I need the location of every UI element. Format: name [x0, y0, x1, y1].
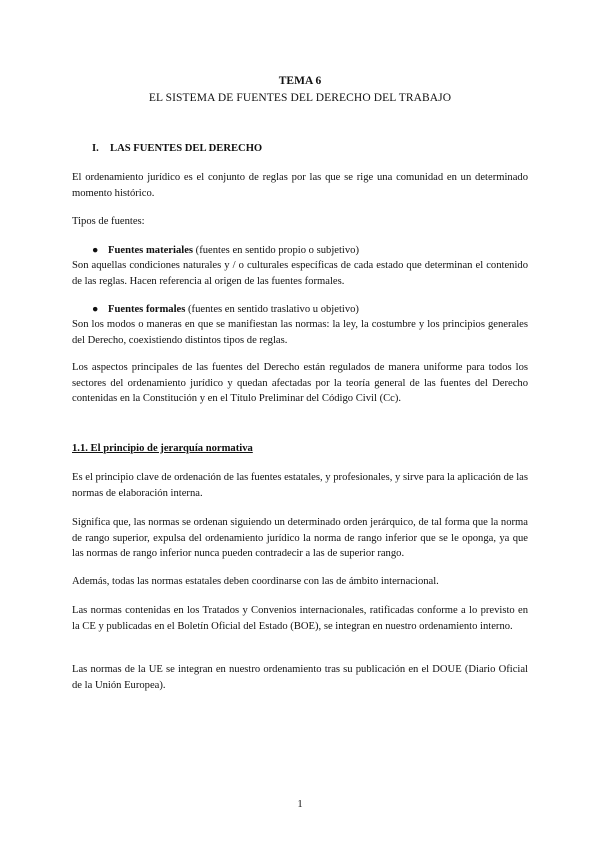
paragraph-formales: Son los modos o maneras en que se manifiestan las normas: la ley, la costumbre y los principios generales del Derecho, coexistiendo distintos tipos de reglas. — [72, 319, 528, 346]
document-subtitle: EL SISTEMA DE FUENTES DEL DERECHO DEL TRABAJO — [148, 92, 452, 104]
bullet-formales — [92, 302, 528, 318]
bullet-materiales — [92, 243, 528, 259]
paragraph-ue: Las normas de la UE se integran en nuestro ordenamiento tras su publicación en el DOUE (Diario Oficial de la Unión Europea). — [72, 664, 528, 691]
paragraph-ademas: Además, todas las normas estatales deben coordinarse con las de ámbito internacional. — [72, 576, 439, 587]
paragraph-types: Tipos de fuentes: — [72, 216, 145, 227]
bullet-dot-icon: ● — [92, 304, 99, 315]
section-heading-1 — [72, 141, 528, 157]
bullet-dot-icon: ● — [92, 245, 99, 256]
bullet-term: Fuentes formales — [108, 304, 186, 315]
bullet-term: Fuentes materiales — [108, 245, 194, 256]
section-heading-1-1 — [72, 441, 528, 457]
paragraph-significa: Significa que, las normas se ordenan siguiendo un determinado orden jerárquico, de tal forma que la norma de rango superior, expulsa del ordenamiento jurídico la norma de rango inferior que se le oponga, ya que las normas de rango inferior nunca pueden contradecir a las de superior rango. — [72, 517, 528, 559]
subsection-title: 1.1. El principio de jerarquía normativa — [72, 443, 253, 454]
section-title: LAS FUENTES DEL DERECHO — [110, 143, 263, 154]
section-number: I. — [92, 143, 99, 154]
paragraph-intro: El ordenamiento jurídico es el conjunto de reglas por las que se rige una comunidad en un determinado momento histórico. — [72, 172, 528, 199]
paragraph-clave: Es el principio clave de ordenación de las fuentes estatales, y profesionales, y sirve para la aplicación de las normas de elaboración interna. — [72, 472, 528, 499]
document-title: TEMA 6 — [278, 75, 322, 87]
paragraph-aspectos: Los aspectos principales de las fuentes del Derecho están regulados de manera uniforme para todos los sectores del ordenamiento jurídico y quedan afectadas por la teoría general de las fuentes del Derecho contenidas en la Constitución y en el Título Preliminar del Código Civil (Cc). — [72, 362, 528, 404]
page-number: 1 — [297, 799, 303, 810]
paragraph-materiales: Son aquellas condiciones naturales y / o culturales específicas de cada estado que determinan el contenido de las reglas. Hacen referencia al origen de las fuentes formales. — [72, 260, 528, 287]
bullet-note: (fuentes en sentido propio o subjetivo) — [193, 245, 359, 256]
paragraph-tratados: Las normas contenidas en los Tratados y Convenios internacionales, ratificadas conforme a lo previsto en la CE y publicadas en el Boletín Oficial del Estado (BOE), se integran en nuestro ordenamiento interno. — [72, 605, 528, 632]
bullet-note: (fuentes en sentido traslativo u objetivo) — [185, 304, 359, 315]
